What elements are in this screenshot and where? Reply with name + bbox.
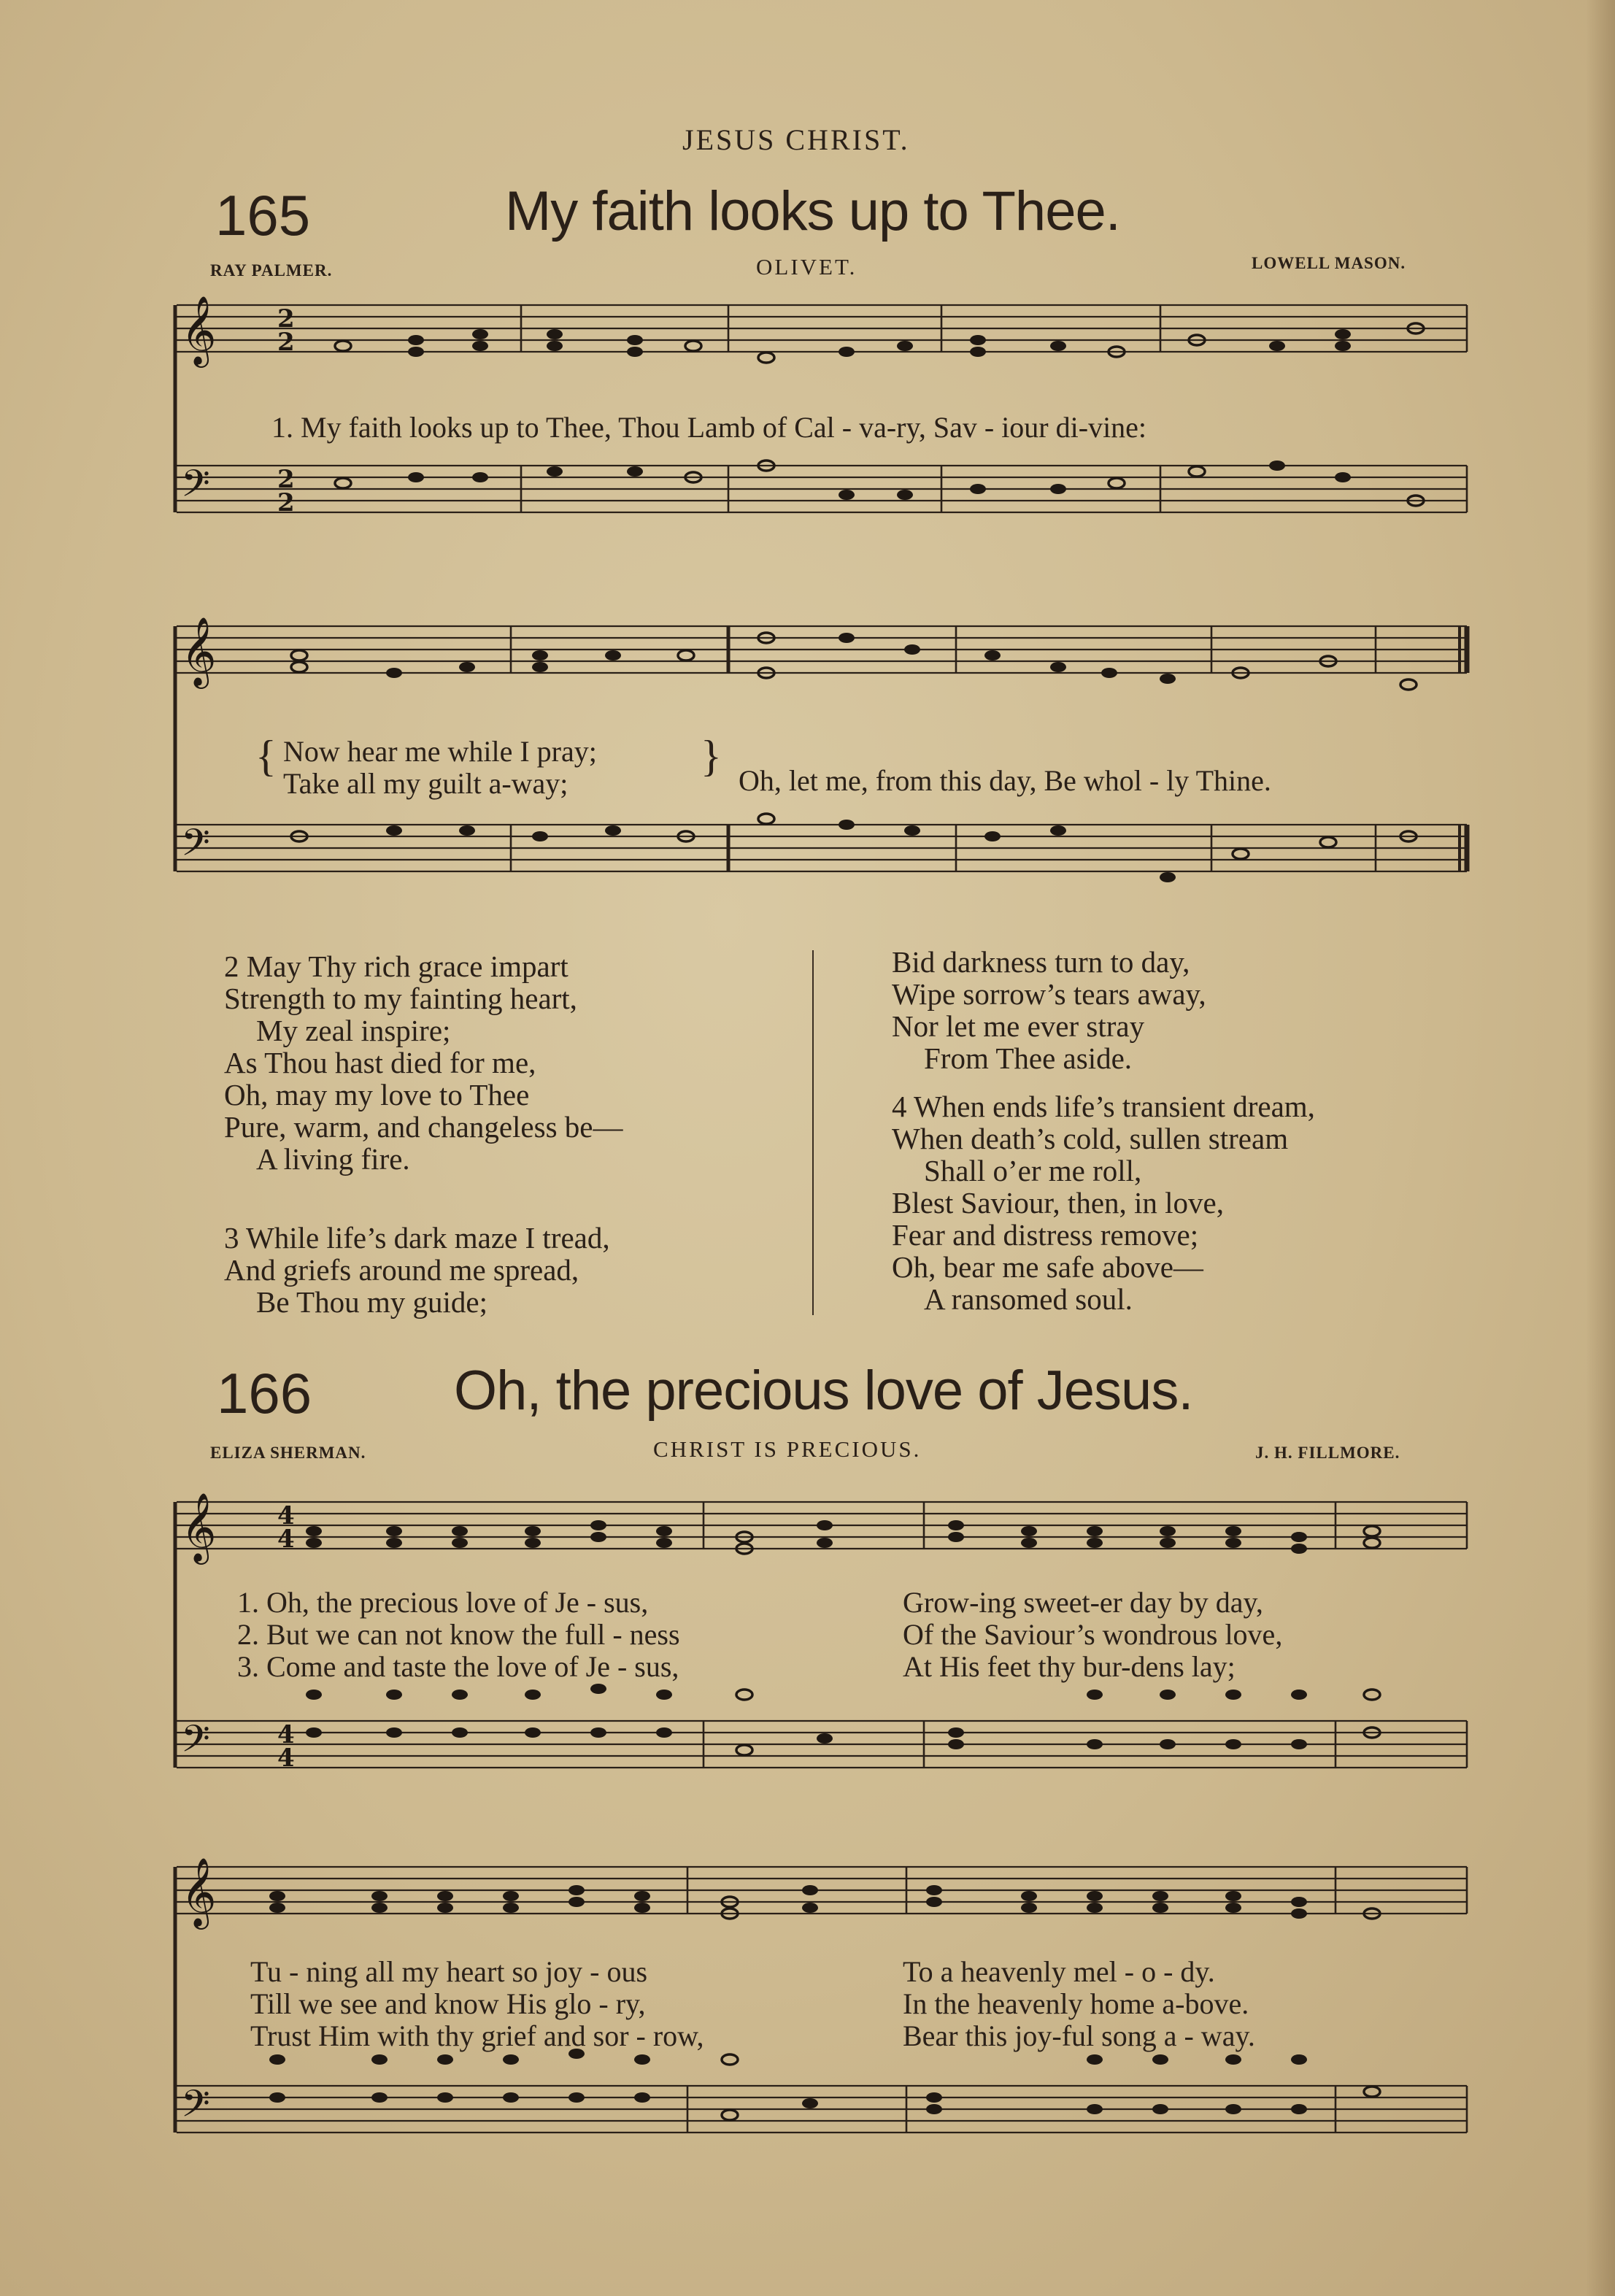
hymn-165-number: 165 xyxy=(215,183,311,247)
section-header: JESUS CHRIST. xyxy=(682,123,910,156)
verse-line: Fear and distress remove; xyxy=(892,1218,1199,1252)
svg-text:𝄞: 𝄞 xyxy=(181,1492,217,1562)
verse-line: Strength to my fainting heart, xyxy=(224,982,577,1015)
hymn-165-author: RAY PALMER. xyxy=(210,261,333,280)
bass-staff xyxy=(177,2086,1467,2133)
verse-line: Bid darkness turn to day, xyxy=(892,945,1190,979)
lyric-line: In the heavenly home a-bove. xyxy=(903,1987,1249,2020)
bass-staff xyxy=(177,825,1467,871)
hymn-165-composer: LOWELL MASON. xyxy=(1252,254,1406,272)
verse-line: Blest Saviour, then, in love, xyxy=(892,1186,1225,1220)
svg-text:𝄞: 𝄞 xyxy=(181,296,217,365)
verse-line: My zeal inspire; xyxy=(256,1014,451,1047)
svg-text:2: 2 xyxy=(277,488,295,517)
verse-line: Be Thou my guide; xyxy=(256,1285,487,1319)
lyric-line: To a heavenly mel - o - dy. xyxy=(903,1955,1215,1988)
svg-text:𝄢: 𝄢 xyxy=(181,461,210,515)
verse-line: 4 When ends life’s transient dream, xyxy=(892,1090,1315,1123)
lyric-line: Grow-ing sweet-er day by day, xyxy=(903,1586,1263,1619)
verse-line: Oh, may my love to Thee xyxy=(224,1078,530,1112)
verse-line: A living fire. xyxy=(256,1142,410,1176)
hymn-165-title: My faith looks up to Thee. xyxy=(505,180,1120,242)
svg-text:2: 2 xyxy=(277,328,295,357)
lyric-line: Trust Him with thy grief and sor - row, xyxy=(250,2019,704,2052)
treble-staff xyxy=(177,626,1467,673)
svg-text:𝄢: 𝄢 xyxy=(181,820,210,874)
verse-line: 3 While life’s dark maze I tread, xyxy=(224,1221,610,1255)
svg-text:4: 4 xyxy=(277,1501,295,1530)
verse-line: Oh, bear me safe above— xyxy=(892,1250,1203,1284)
svg-text:2: 2 xyxy=(277,465,295,494)
lyric-line: Tu - ning all my heart so joy - ous xyxy=(250,1955,648,1988)
svg-text:2: 2 xyxy=(277,304,295,334)
svg-text:4: 4 xyxy=(277,1744,295,1773)
verse-line: When death’s cold, sullen stream xyxy=(892,1122,1289,1155)
verse-line: From Thee aside. xyxy=(924,1041,1133,1075)
lyric-line: Till we see and know His glo - ry, xyxy=(250,1987,646,2020)
lyric-line: At His feet thy bur-dens lay; xyxy=(903,1650,1236,1683)
hymn-166-title: Oh, the precious love of Jesus. xyxy=(454,1360,1193,1422)
verse-line: And griefs around me spread, xyxy=(224,1253,579,1287)
hymn-165-system-2-lyric-c: Oh, let me, from this day, Be whol - ly Thine. xyxy=(739,764,1271,797)
verse-line: Pure, warm, and changeless be— xyxy=(224,1110,623,1144)
svg-text:4: 4 xyxy=(277,1720,295,1749)
lyric-line: Bear this joy-ful song a - way. xyxy=(903,2019,1255,2052)
bass-notes xyxy=(335,461,1424,506)
verse-line: Shall o’er me roll, xyxy=(924,1154,1142,1187)
hymn-166-author: ELIZA SHERMAN. xyxy=(210,1444,366,1462)
verse-line: A ransomed soul. xyxy=(924,1282,1133,1316)
hymn-165-system-1-lyric: 1. My faith looks up to Thee, Thou Lamb of Cal - va-ry, Sav - iour di-vine: xyxy=(271,411,1147,444)
verse-line: Wipe sorrow’s tears away, xyxy=(892,977,1206,1011)
svg-text:𝄞: 𝄞 xyxy=(181,617,217,686)
svg-text:𝄢: 𝄢 xyxy=(181,2081,210,2135)
page-edge-shadow xyxy=(1586,0,1615,2296)
svg-text:𝄞: 𝄞 xyxy=(181,1857,217,1927)
treble-staff xyxy=(177,1867,1467,1914)
hymn-166-number: 166 xyxy=(217,1361,312,1425)
hymn-165-brace-right: } xyxy=(701,732,722,780)
bass-staff xyxy=(177,1721,1467,1768)
hymn-166-tune: CHRIST IS PRECIOUS. xyxy=(653,1436,922,1462)
hymn-165-tune: OLIVET. xyxy=(756,254,857,280)
verse-line: As Thou hast died for me, xyxy=(224,1046,536,1079)
svg-text:4: 4 xyxy=(277,1525,295,1554)
verse-line: 2 May Thy rich grace impart xyxy=(224,949,568,983)
hymn-165-system-2-lyric-a: Now hear me while I pray; xyxy=(283,735,597,768)
hymn-166-composer: J. H. FILLMORE. xyxy=(1255,1444,1400,1462)
lyric-line: 1. Oh, the precious love of Je - sus, xyxy=(237,1586,649,1619)
svg-text:𝄢: 𝄢 xyxy=(181,1717,210,1770)
verse-line: Nor let me ever stray xyxy=(892,1009,1145,1043)
lyric-line: 3. Come and taste the love of Je - sus, xyxy=(237,1650,679,1683)
lyric-line: 2. But we can not know the full - ness xyxy=(237,1618,680,1651)
bass-staff xyxy=(177,466,1467,512)
hymn-165-system-2-lyric-b: Take all my guilt a-way; xyxy=(283,767,568,800)
hymn-165-brace-left: { xyxy=(255,732,277,780)
lyric-line: Of the Saviour’s wondrous love, xyxy=(903,1618,1283,1651)
verse-column-divider xyxy=(812,950,814,1315)
treble-notes xyxy=(335,323,1424,363)
